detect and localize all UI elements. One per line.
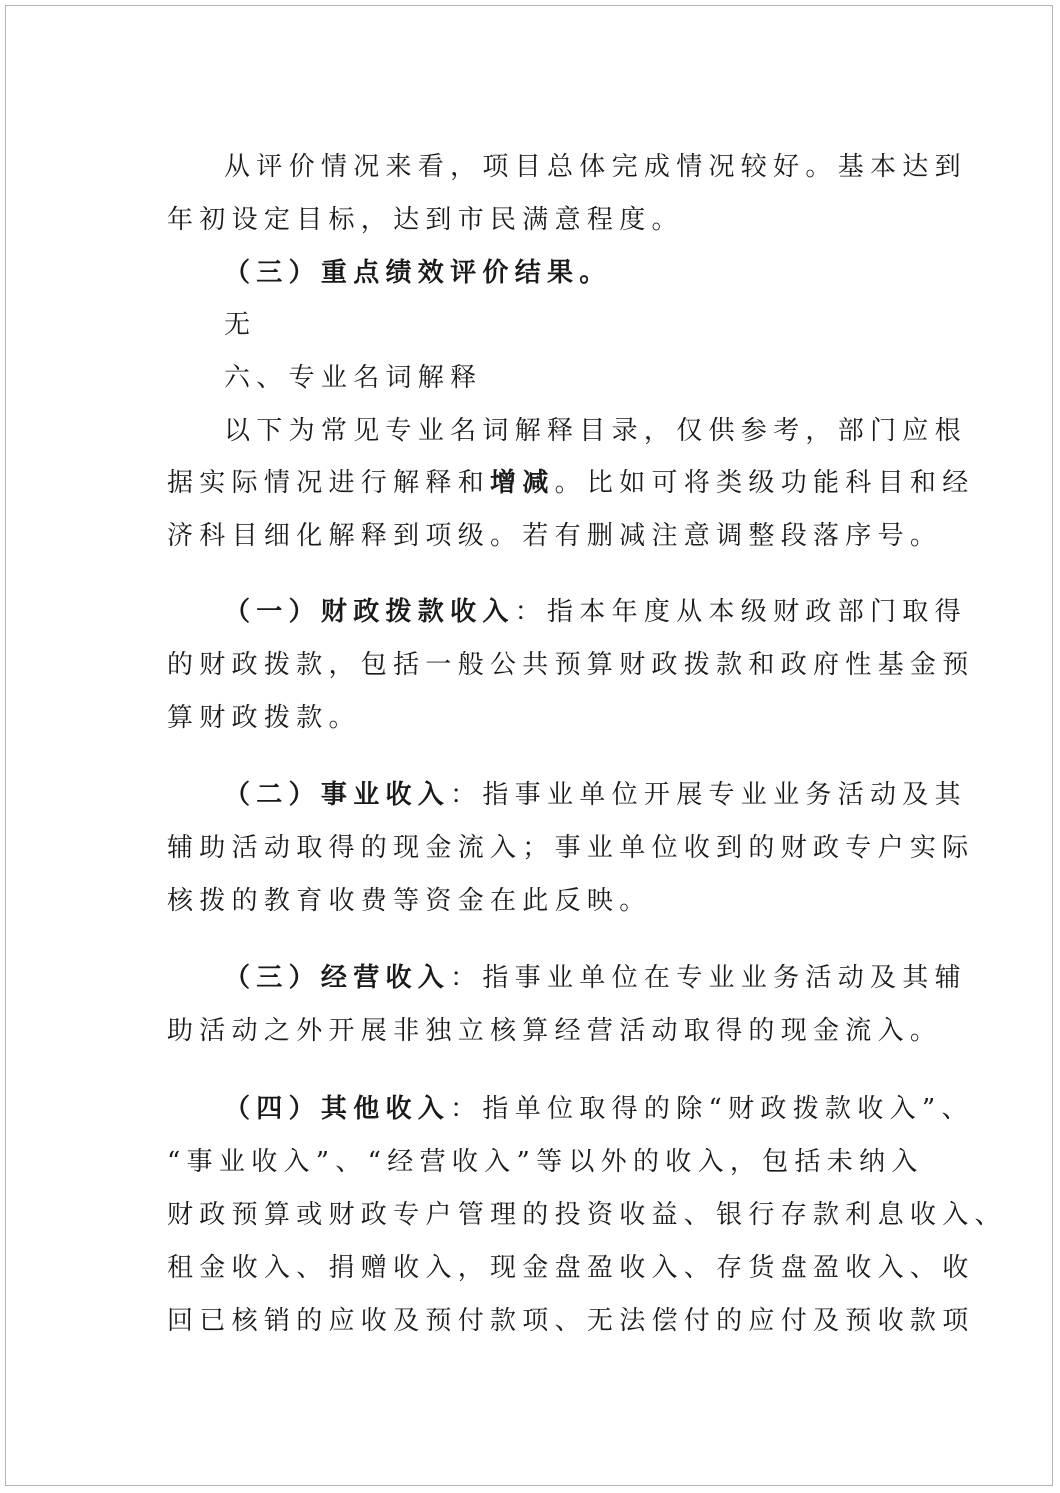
bold-term: 增减 (490, 468, 555, 498)
paragraph-line: 回已核销的应收及预付款项、无法偿付的应付及预收款项 (167, 1306, 975, 1336)
chapter-heading: 六、专业名词解释 (224, 363, 483, 393)
paragraph-line: “事业收入”、“经营收入”等以外的收入，包括未纳入 (167, 1147, 924, 1177)
paragraph-line: 年初设定目标，达到市民满意程度。 (167, 205, 684, 235)
paragraph-line: 从评价情况来看，项目总体完成情况较好。基本达到 (224, 152, 967, 182)
text-run: ：指事业单位开展专业业务活动及其 (450, 780, 967, 810)
term-title: （二）事业收入 (224, 780, 451, 810)
text-run: ：指本年度从本级财政部门取得 (514, 597, 967, 627)
term-definition-line (224, 958, 967, 998)
paragraph-line: 算财政拨款。 (167, 703, 361, 733)
term-title: （四）其他收入 (224, 1094, 451, 1124)
text-run: 据实际情况进行解释和 (167, 468, 491, 498)
text-run: ：指事业单位在专业业务活动及其辅 (450, 963, 967, 993)
paragraph-line: 无 (224, 310, 257, 340)
paragraph-line: 租金收入、捐赠收入，现金盘盈收入、存货盘盈收入、收 (167, 1253, 975, 1283)
term-definition-line (224, 775, 967, 815)
paragraph-line: 的财政拨款，包括一般公共预算财政拨款和政府性基金预 (167, 650, 975, 680)
paragraph-line: 以下为常见专业名词解释目录，仅供参考，部门应根 (224, 416, 967, 446)
section-heading: （三）重点绩效评价结果。 (224, 258, 612, 288)
term-definition-line (224, 592, 967, 632)
paragraph-line (167, 463, 975, 503)
paragraph-line: 财政预算或财政专户管理的投资收益、银行存款利息收入、 (167, 1200, 1007, 1230)
term-definition-line (224, 1089, 974, 1129)
paragraph-line: 辅助活动取得的现金流入；事业单位收到的财政专户实际 (167, 833, 975, 863)
text-run: ：指单位取得的除“财政拨款收入”、 (450, 1094, 974, 1124)
paragraph-line: 济科目细化解释到项级。若有删减注意调整段落序号。 (167, 521, 943, 551)
text-run: 。比如可将类级功能科目和经 (554, 468, 975, 498)
paragraph-line: 核拨的教育收费等资金在此反映。 (167, 886, 652, 916)
paragraph-line: 助活动之外开展非独立核算经营活动取得的现金流入。 (167, 1016, 943, 1046)
term-title: （一）财政拨款收入 (224, 597, 515, 627)
term-title: （三）经营收入 (224, 963, 451, 993)
